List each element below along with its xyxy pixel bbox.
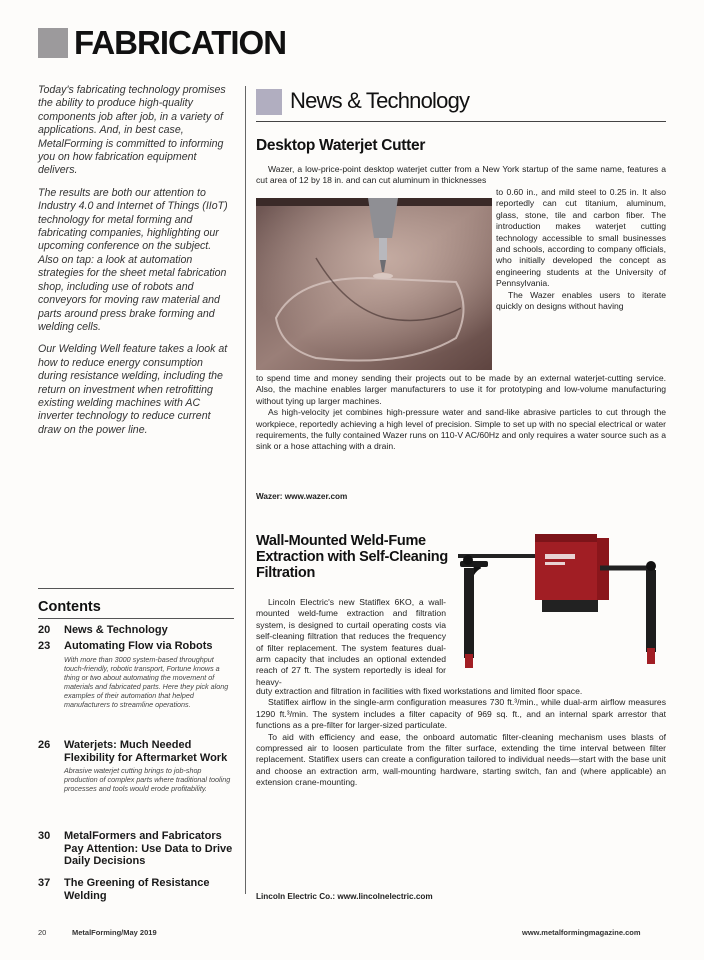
intro-paragraph: The results are both our attention to Industry 4.0 and Internet of Things (IIoT) technology for metal forming and fabricating companies, highlighting our upcoming conference on the subject. Also on tap: a look at automation strategies for the sheet metal fabrication shop, including use of robots and conveyors for moving raw material and parts around press brake forming and welding cells. xyxy=(38,186,228,333)
article-title: Wall-Mounted Weld-Fume Extraction with Self-Cleaning Filtration xyxy=(256,533,448,581)
contents-title: Contents xyxy=(38,599,101,615)
article-credit[interactable]: Lincoln Electric Co.: www.lincolnelectric.com xyxy=(256,892,433,901)
divider xyxy=(38,618,234,619)
toc-title: MetalFormers and Fabricators Pay Attention: Use Data to Drive Daily Decisions xyxy=(64,830,233,867)
toc-item[interactable] xyxy=(38,877,234,902)
column-divider xyxy=(245,86,246,894)
article-body xyxy=(496,187,666,312)
fume-extractor-photo xyxy=(450,526,666,686)
article-body xyxy=(256,686,666,789)
section-square-icon xyxy=(256,89,282,115)
toc-page: 20 xyxy=(38,624,51,636)
toc-title: News & Technology xyxy=(64,624,168,636)
article-paragraph: To aid with efficiency and ease, the onboard automatic filter-cleaning mechanism uses blasts of compressed air to loosen particulate from the filter surface, extending the time interval between filter replacement. Statiflex users can create a configuration tailored to individual needs—start with the base unit and choose an extraction arm, wall-mounting hardware, starting switch, fan and (where applicable) an extension crane-mounting. xyxy=(256,731,666,788)
section-title: News & Technology xyxy=(290,88,470,113)
intro-text xyxy=(38,84,234,446)
toc-title: Automating Flow via Robots xyxy=(64,640,213,652)
toc-page: 23 xyxy=(38,640,51,652)
article-credit[interactable]: Wazer: www.wazer.com xyxy=(256,492,348,501)
website-link[interactable]: www.metalformingmagazine.com xyxy=(522,928,641,937)
toc-item[interactable] xyxy=(38,624,234,637)
article-body xyxy=(256,164,666,187)
article-paragraph: Statiflex airflow in the single-arm configuration measures 730 ft.³/min., while dual-arm airflow measures 1290 ft.³/min. The system includes a filter capacity of 969 sq. ft., and an internal spark arrestor that functions as a pre-filter for larger-sized particulate. xyxy=(256,697,666,731)
article-paragraph: to 0.60 in., and mild steel to 0.25 in. It also reportedly can cut titanium, aluminum, glass, stone, tile and carbon fiber. The introduction makes waterjet cutting technology accessible to small businesses and schools, according to company officials, who initially developed the concept as engineering students at the University of Pennsylvania. xyxy=(496,187,666,289)
page-number: 20 xyxy=(38,928,47,937)
intro-paragraph: Our Welding Well feature takes a look at how to reduce energy consumption during resistance welding, including the return on investment when retrofitting existing welding machines with AC inverter technology to reduce current draw on the power line. xyxy=(38,343,228,436)
toc-item[interactable] xyxy=(38,640,234,709)
article-paragraph: Wazer, a low-price-point desktop waterjet cutter from a New York startup of the same name, features a cut area of 12 by 18 in. and can cut aluminum in thicknesses xyxy=(256,164,666,186)
toc-item[interactable] xyxy=(38,830,234,868)
article-paragraph: Lincoln Electric's new Statiflex 6KO, a wall-mounted weld-fume extraction and filtration system, is designed to curtail operating costs via self-cleaning filtration that reduces the frequency of filter replacement. The system features dual-arm capacity that includes an optional extended reach of 27 ft. The system reportedly is ideal for heavy- xyxy=(256,597,446,687)
intro-paragraph: Today's fabricating technology promises the ability to produce high-quality components job after job, in a variety of applications. And, in best case, MetalForming is committed to informing you on how fabrication equipment delivers. xyxy=(38,84,226,177)
masthead-title: FABRICATION xyxy=(74,24,287,61)
divider xyxy=(256,121,666,122)
masthead-square-icon xyxy=(38,28,68,58)
waterjet-photo xyxy=(256,198,492,370)
article-paragraph: As high-velocity jet combines high-pressure water and sand-like abrasive particles to cut through the workpiece, reportedly achieving a high level of precision. Simple to set up with no special electrical or water requirements, the fully contained Wazer runs on 110-V AC/60Hz and only requires a water source such as a sink or a hose attaching with a drain. xyxy=(256,407,666,452)
toc-description: Abrasive waterjet cutting brings to job-shop production of complex parts where traditional tooling processes and tools would erode profitability. xyxy=(64,766,231,793)
article-body xyxy=(256,373,666,453)
article-body xyxy=(256,597,446,688)
magazine-issue: MetalForming/May 2019 xyxy=(72,928,157,937)
divider xyxy=(38,588,234,589)
article-paragraph: duty extraction and filtration in facilities with fixed workstations and limited floor space. xyxy=(256,686,583,696)
article-paragraph: to spend time and money sending their projects out to be made by an external waterjet-cutting service. Also, the machine enables larger manufacturers to use it for prototyping and low-volume manufacturing without tying up larger machines. xyxy=(256,373,666,406)
toc-description: With more than 3000 system-based throughput touch-friendly, robotic transport, Fortune knows a thing or two about automating the movement of materials and fabricated parts. Here they pick along examples of their automation that helped manufacturers to streamline operations. xyxy=(64,654,229,709)
toc-page: 26 xyxy=(38,739,51,751)
toc-item[interactable] xyxy=(38,739,234,793)
toc-page: 37 xyxy=(38,877,51,889)
toc-title: Waterjets: Much Needed Flexibility for Aftermarket Work xyxy=(64,739,228,764)
article-title: Desktop Waterjet Cutter xyxy=(256,137,426,154)
toc-page: 30 xyxy=(38,830,51,842)
toc-title: The Greening of Resistance Welding xyxy=(64,877,210,902)
article-paragraph: The Wazer enables users to iterate quickly on designs without having xyxy=(496,289,666,312)
